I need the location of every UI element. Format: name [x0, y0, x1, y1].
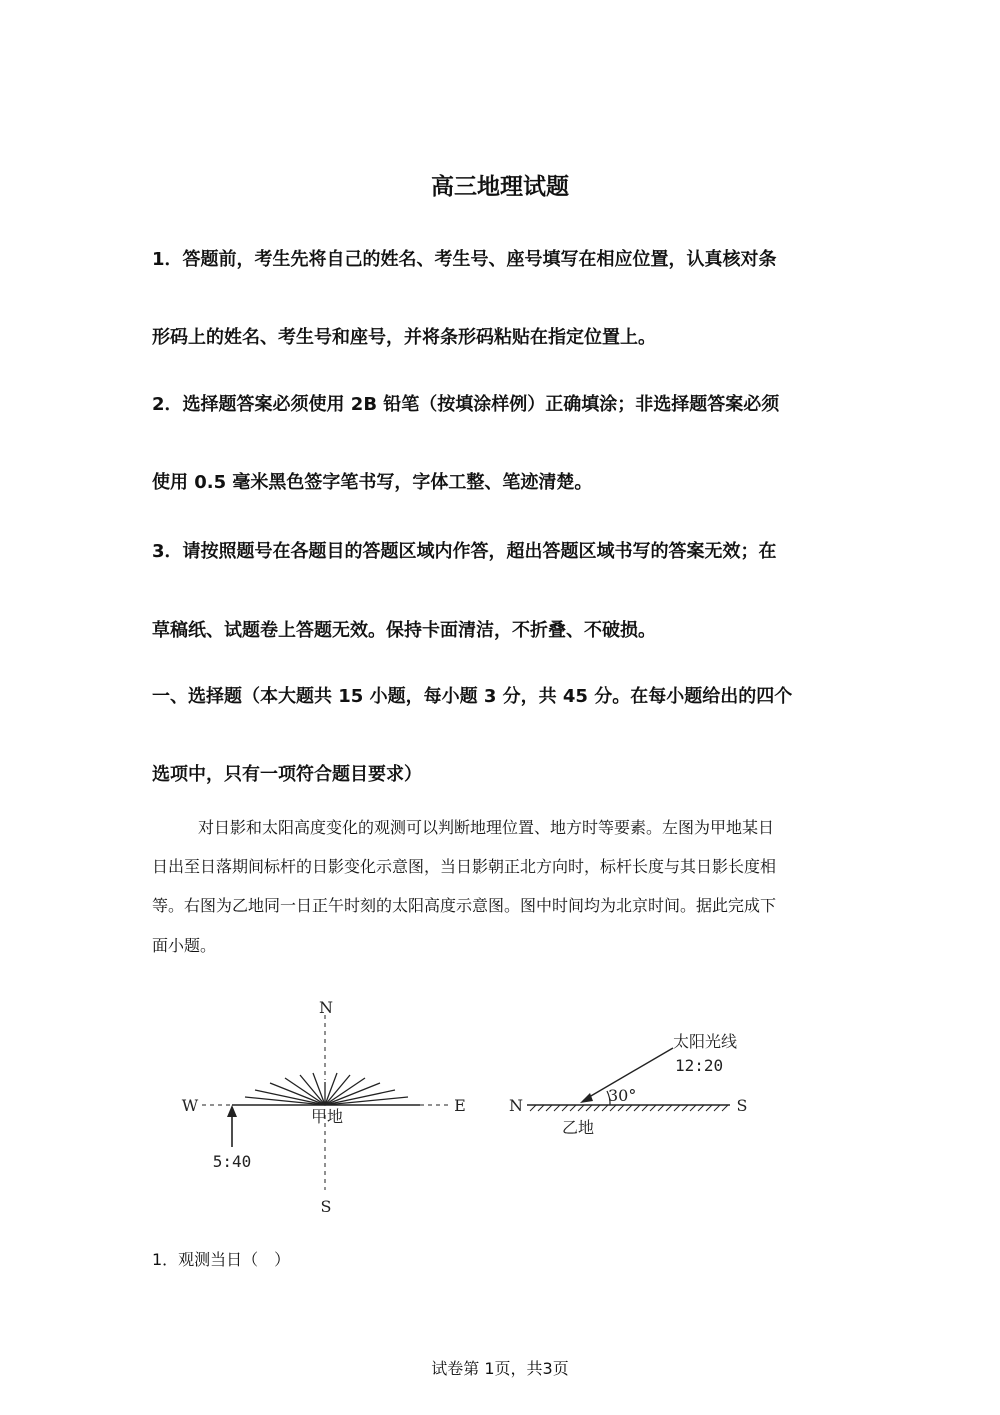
- south-label-right: S: [736, 1096, 748, 1115]
- sun-ray-label: 太阳光线: [673, 1032, 738, 1051]
- south-label-left: S: [320, 1197, 332, 1216]
- instruction-line-2: 形码上的姓名、考生号和座号，并将条形码粘贴在指定位置上。: [152, 327, 656, 348]
- page-footer: 试卷第 1页，共3页: [431, 1359, 569, 1378]
- section-heading-line-2: 选项中，只有一项符合题目要求）: [152, 764, 422, 785]
- north-label-right: N: [509, 1096, 523, 1115]
- passage-line-3: 等。右图为乙地同一日正午时刻的太阳高度示意图。图中时间均为北京时间。据此完成下: [152, 896, 777, 915]
- instruction-line-4: 使用 0.5 毫米黑色签字笔书写，字体工整、笔迹清楚。: [152, 472, 593, 493]
- place-label-right: 乙地: [561, 1118, 595, 1137]
- instruction-line-5: 3．请按照题号在各题目的答题区域内作答，超出答题区域书写的答案无效；在: [152, 541, 777, 562]
- page-title: 高三地理试题: [431, 174, 569, 200]
- east-label: E: [454, 1096, 466, 1115]
- instruction-line-1: 1．答题前，考生先将自己的姓名、考生号、座号填写在相应位置，认真核对条: [152, 249, 777, 270]
- passage-line-4: 面小题。: [152, 936, 217, 955]
- sunrise-time-label: 5:40: [212, 1152, 252, 1171]
- instruction-line-6: 草稿纸、试题卷上答题无效。保持卡面清洁，不折叠、不破损。: [152, 620, 656, 641]
- passage-line-1: 对日影和太阳高度变化的观测可以判断地理位置、地方时等要素。左图为甲地某日: [198, 818, 775, 837]
- west-label: W: [181, 1096, 199, 1115]
- sun-ray-arrow-icon: [580, 1093, 593, 1103]
- section-heading-line-1: 一、选择题（本大题共 15 小题，每小题 3 分，共 45 分。在每小题给出的四个: [152, 686, 793, 707]
- north-label-left: N: [319, 998, 333, 1017]
- angle-label: 30°: [608, 1086, 637, 1105]
- place-label-left: 甲地: [310, 1107, 344, 1126]
- instruction-line-3: 2．选择题答案必须使用 2B 铅笔（按填涂样例）正确填涂；非选择题答案必须: [152, 394, 780, 415]
- arrow-up-icon: [227, 1105, 237, 1117]
- noon-time-label: 12:20: [675, 1056, 724, 1075]
- passage-line-2: 日出至日落期间标杆的日影变化示意图，当日影朝正北方向时，标杆长度与其日影长度相: [152, 857, 777, 876]
- sun-shadow-figure: [170, 985, 790, 1225]
- question-1: 1．观测当日（ ）: [152, 1250, 291, 1269]
